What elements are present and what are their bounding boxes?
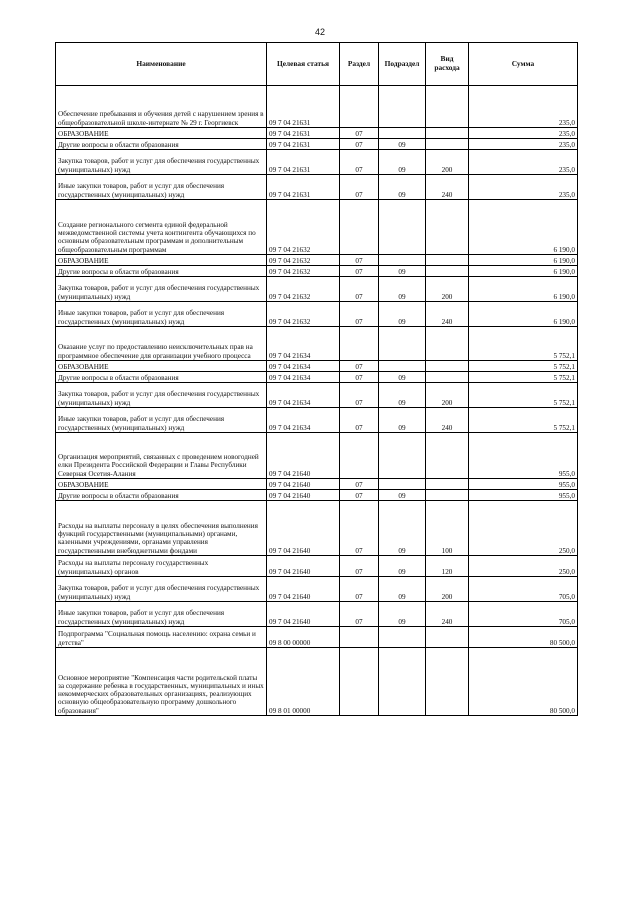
row-target: 09 7 04 21631 (267, 139, 340, 150)
row-subsection: 09 (379, 175, 426, 200)
row-section: 07 (340, 490, 379, 501)
row-subsection: 09 (379, 277, 426, 302)
row-amount: 705,0 (469, 602, 578, 627)
row-target: 09 7 04 21640 (267, 501, 340, 556)
row-name: Иные закупки товаров, работ и услуг для обеспечения государственных (муниципальных) нужд (56, 602, 267, 627)
row-amount: 5 752,1 (469, 327, 578, 361)
row-expense-type: 240 (426, 408, 469, 433)
row-section: 07 (340, 501, 379, 556)
row-expense-type: 120 (426, 556, 469, 577)
row-section (340, 86, 379, 128)
row-expense-type (426, 648, 469, 716)
table-header-row (56, 43, 578, 86)
table-row (56, 255, 578, 266)
table-row (56, 501, 578, 556)
row-name: Иные закупки товаров, работ и услуг для обеспечения государственных (муниципальных) нужд (56, 408, 267, 433)
row-subsection: 09 (379, 139, 426, 150)
row-subsection (379, 327, 426, 361)
row-name: Расходы на выплаты персоналу государственных (муниципальных) органов (56, 556, 267, 577)
row-expense-type (426, 327, 469, 361)
row-target: 09 7 04 21631 (267, 175, 340, 200)
row-subsection (379, 128, 426, 139)
row-target: 09 7 04 21632 (267, 255, 340, 266)
row-target: 09 7 04 21640 (267, 490, 340, 501)
row-expense-type: 240 (426, 602, 469, 627)
header-name: Наименование (56, 43, 267, 86)
table-row (56, 266, 578, 277)
row-amount: 6 190,0 (469, 266, 578, 277)
row-target: 09 7 04 21640 (267, 479, 340, 490)
row-section: 07 (340, 302, 379, 327)
row-target: 09 7 04 21632 (267, 277, 340, 302)
row-amount: 80 500,0 (469, 627, 578, 648)
table-row (56, 490, 578, 501)
row-target: 09 8 00 00000 (267, 627, 340, 648)
row-expense-type (426, 490, 469, 501)
row-name: Расходы на выплаты персоналу в целях обеспечения выполнения функций государственными (муниципальными) органами, казенными учреждениями, органами управления государственными внебюджетными фондами (56, 501, 267, 556)
table-row (56, 277, 578, 302)
row-expense-type (426, 627, 469, 648)
row-subsection: 09 (379, 602, 426, 627)
row-target: 09 7 04 21634 (267, 383, 340, 408)
row-amount: 955,0 (469, 490, 578, 501)
row-subsection: 09 (379, 501, 426, 556)
row-expense-type: 200 (426, 383, 469, 408)
row-subsection: 09 (379, 150, 426, 175)
row-expense-type: 200 (426, 150, 469, 175)
row-section: 07 (340, 577, 379, 602)
row-subsection: 09 (379, 383, 426, 408)
row-name: Закупка товаров, работ и услуг для обеспечения государственных (муниципальных) нужд (56, 277, 267, 302)
row-amount: 5 752,1 (469, 408, 578, 433)
row-subsection (379, 433, 426, 479)
table-row (56, 408, 578, 433)
table-row (56, 302, 578, 327)
row-amount: 235,0 (469, 150, 578, 175)
row-target: 09 7 04 21632 (267, 302, 340, 327)
row-section (340, 433, 379, 479)
table-row (56, 327, 578, 361)
table-row (56, 602, 578, 627)
row-subsection: 09 (379, 490, 426, 501)
row-name: Закупка товаров, работ и услуг для обеспечения государственных (муниципальных) нужд (56, 150, 267, 175)
row-target: 09 7 04 21631 (267, 150, 340, 175)
header-expense-type: Вид расхода (426, 43, 469, 86)
row-name: Иные закупки товаров, работ и услуг для обеспечения государственных (муниципальных) нужд (56, 302, 267, 327)
row-subsection: 09 (379, 577, 426, 602)
row-section: 07 (340, 255, 379, 266)
row-expense-type (426, 200, 469, 255)
row-expense-type: 240 (426, 175, 469, 200)
header-subsection: Подраздел (379, 43, 426, 86)
row-target: 09 7 04 21634 (267, 327, 340, 361)
row-section (340, 648, 379, 716)
table-row (56, 175, 578, 200)
row-section: 07 (340, 128, 379, 139)
row-section: 07 (340, 139, 379, 150)
row-expense-type (426, 255, 469, 266)
table-row (56, 383, 578, 408)
row-subsection: 09 (379, 302, 426, 327)
row-name: ОБРАЗОВАНИЕ (56, 128, 267, 139)
row-section: 07 (340, 361, 379, 372)
row-name: ОБРАЗОВАНИЕ (56, 361, 267, 372)
row-expense-type: 100 (426, 501, 469, 556)
budget-table (55, 42, 578, 716)
row-expense-type (426, 479, 469, 490)
row-amount: 5 752,1 (469, 361, 578, 372)
table-row (56, 150, 578, 175)
row-expense-type (426, 128, 469, 139)
row-section: 07 (340, 556, 379, 577)
row-name: Другие вопросы в области образования (56, 266, 267, 277)
row-target: 09 7 04 21634 (267, 361, 340, 372)
row-name: Оказание услуг по предоставлению неисключительных прав на программное обеспечение для организации учебного процесса (56, 327, 267, 361)
row-subsection (379, 255, 426, 266)
row-name: Закупка товаров, работ и услуг для обеспечения государственных (муниципальных) нужд (56, 383, 267, 408)
table-row (56, 479, 578, 490)
table-row (56, 86, 578, 128)
row-subsection (379, 361, 426, 372)
row-section: 07 (340, 372, 379, 383)
row-subsection (379, 627, 426, 648)
table-row (56, 648, 578, 716)
row-subsection (379, 479, 426, 490)
row-subsection: 09 (379, 372, 426, 383)
row-amount: 6 190,0 (469, 255, 578, 266)
row-target: 09 7 04 21640 (267, 602, 340, 627)
row-section: 07 (340, 150, 379, 175)
row-amount: 955,0 (469, 433, 578, 479)
row-subsection: 09 (379, 408, 426, 433)
row-subsection (379, 200, 426, 255)
row-expense-type (426, 433, 469, 479)
page-number: 42 (314, 27, 325, 37)
table-row (56, 372, 578, 383)
row-amount: 235,0 (469, 175, 578, 200)
row-name: Организация мероприятий, связанных с проведением новогодней елки Президента Российской Федерации и Главы Республики Северная Осетия-Алания (56, 433, 267, 479)
header-amount: Сумма (469, 43, 578, 86)
row-expense-type (426, 266, 469, 277)
row-expense-type: 200 (426, 577, 469, 602)
table-row (56, 200, 578, 255)
row-amount: 80 500,0 (469, 648, 578, 716)
table-row (56, 577, 578, 602)
row-amount: 6 190,0 (469, 200, 578, 255)
row-amount: 250,0 (469, 556, 578, 577)
row-amount: 705,0 (469, 577, 578, 602)
row-target: 09 7 04 21640 (267, 577, 340, 602)
table-row (56, 361, 578, 372)
row-expense-type (426, 372, 469, 383)
row-name: Другие вопросы в области образования (56, 139, 267, 150)
row-amount: 955,0 (469, 479, 578, 490)
row-amount: 5 752,1 (469, 372, 578, 383)
table-row (56, 128, 578, 139)
row-section (340, 627, 379, 648)
row-target: 09 7 04 21631 (267, 128, 340, 139)
row-expense-type: 240 (426, 302, 469, 327)
row-target: 09 7 04 21634 (267, 372, 340, 383)
row-expense-type (426, 139, 469, 150)
row-section: 07 (340, 175, 379, 200)
row-subsection (379, 86, 426, 128)
row-name: Создание регионального сегмента единой федеральной межведомственной системы учета контингента обучающихся по основным образовательным программам и дополнительным общеобразовательным программам (56, 200, 267, 255)
row-name: Другие вопросы в области образования (56, 372, 267, 383)
table-row (56, 556, 578, 577)
row-section: 07 (340, 479, 379, 490)
header-target: Целевая статья (267, 43, 340, 86)
row-name: ОБРАЗОВАНИЕ (56, 255, 267, 266)
row-section: 07 (340, 408, 379, 433)
table-row (56, 627, 578, 648)
row-target: 09 7 04 21640 (267, 556, 340, 577)
row-section: 07 (340, 266, 379, 277)
row-target: 09 7 04 21631 (267, 86, 340, 128)
row-name: Закупка товаров, работ и услуг для обеспечения государственных (муниципальных) нужд (56, 577, 267, 602)
row-name: Другие вопросы в области образования (56, 490, 267, 501)
row-amount: 5 752,1 (469, 383, 578, 408)
row-amount: 235,0 (469, 128, 578, 139)
row-name: ОБРАЗОВАНИЕ (56, 479, 267, 490)
table-row (56, 433, 578, 479)
row-target: 09 8 01 00000 (267, 648, 340, 716)
row-subsection: 09 (379, 556, 426, 577)
row-target: 09 7 04 21632 (267, 200, 340, 255)
row-section: 07 (340, 277, 379, 302)
row-subsection: 09 (379, 266, 426, 277)
row-name: Подпрограмма "Социальная помощь населению: охрана семьи и детства" (56, 627, 267, 648)
row-amount: 235,0 (469, 139, 578, 150)
row-subsection (379, 648, 426, 716)
row-name: Обеспечение пребывания и обучения детей с нарушением зрения в общеобразовательной школе-интернате № 29 г. Георгиевск (56, 86, 267, 128)
row-section (340, 200, 379, 255)
row-amount: 235,0 (469, 86, 578, 128)
row-expense-type: 200 (426, 277, 469, 302)
header-section: Раздел (340, 43, 379, 86)
row-section (340, 327, 379, 361)
row-amount: 6 190,0 (469, 302, 578, 327)
row-amount: 250,0 (469, 501, 578, 556)
row-name: Иные закупки товаров, работ и услуг для обеспечения государственных (муниципальных) нужд (56, 175, 267, 200)
row-target: 09 7 04 21640 (267, 433, 340, 479)
row-name: Основное мероприятие "Компенсация части родительской платы за содержание ребенка в государственных, муниципальных и иных некоммерческих образовательных организациях, реализующих основную общеобразовательную программу дошкольного образования" (56, 648, 267, 716)
row-expense-type (426, 86, 469, 128)
row-section: 07 (340, 602, 379, 627)
row-expense-type (426, 361, 469, 372)
row-section: 07 (340, 383, 379, 408)
row-amount: 6 190,0 (469, 277, 578, 302)
row-target: 09 7 04 21632 (267, 266, 340, 277)
table-row (56, 139, 578, 150)
row-target: 09 7 04 21634 (267, 408, 340, 433)
